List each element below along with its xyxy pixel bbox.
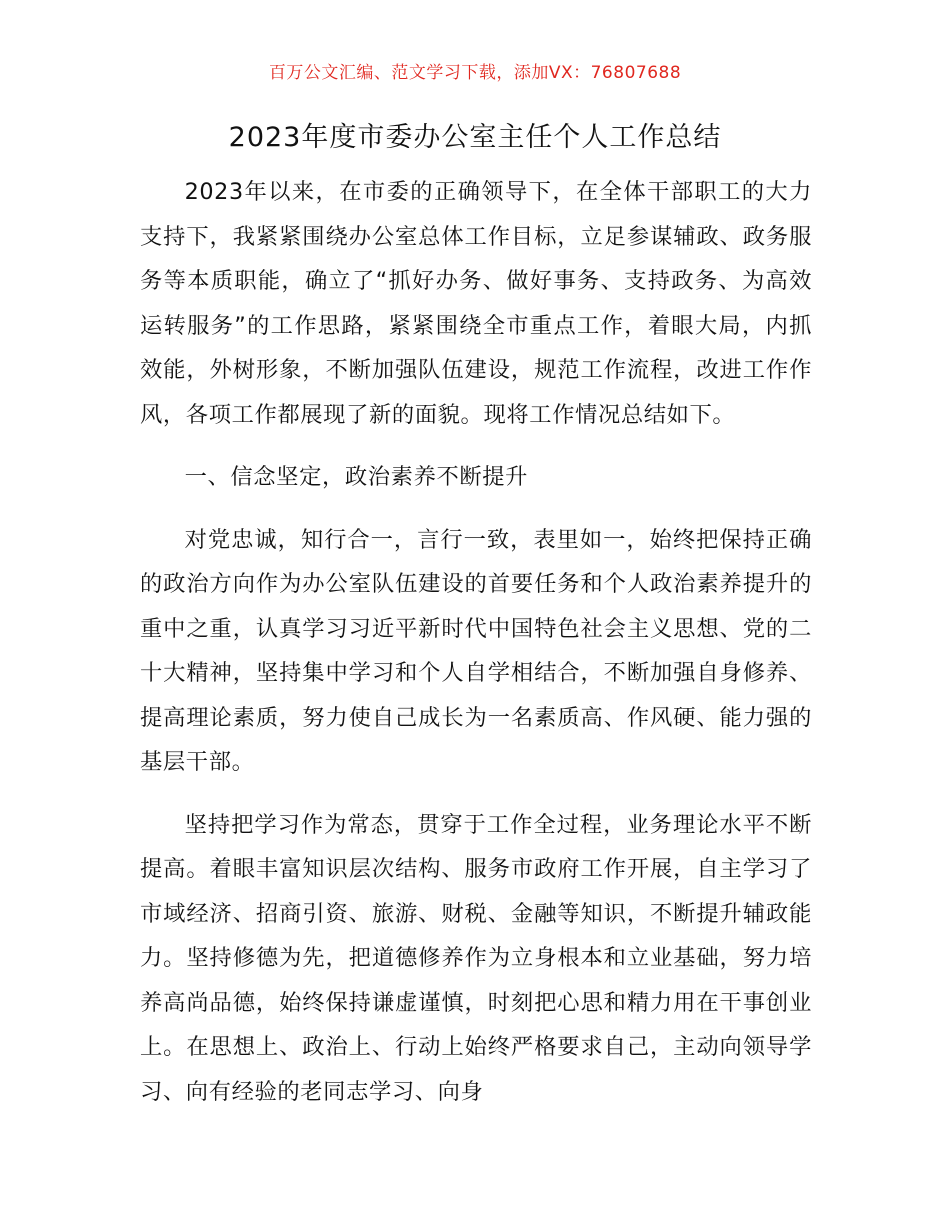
section-heading-1: 一、信念坚定，政治素养不断提升 <box>184 464 529 490</box>
intro-paragraph: 2023年以来，在市委的正确领导下，在全体干部职工的大力支持下，我紧紧围绕办公室总体工作目标，立足参谋辅政、政务服务等本质职能，确立了“抓好办务、做好事务、支持政务、为高效运转服务”的工作思路，紧紧围绕全市重点工作，着眼大局，内抓效能，外树形象，不断加强队伍建设，规范工作流程，改进工作作风，各项工作都展现了新的面貌。现将工作情况总结如下。 <box>140 179 812 428</box>
document-body <box>140 170 812 1132</box>
body-paragraph-1: 对党忠诚，知行合一，言行一致，表里如一，始终把保持正确的政治方向作为办公室队伍建设的首要任务和个人政治素养提升的重中之重，认真学习习近平新时代中国特色社会主义思想、党的二十大精神，坚持集中学习和个人自学相结合，不断加强自身修养、提高理论素质，努力使自己成长为一名素质高、作风硬、能力强的基层干部。 <box>140 526 812 775</box>
body-paragraph-2: 坚持把学习作为常态，贯穿于工作全过程，业务理论水平不断提高。着眼丰富知识层次结构、服务市政府工作开展，自主学习了市域经济、招商引资、旅游、财税、金融等知识，不断提升辅政能力。坚持修德为先，把道德修养作为立身根本和立业基础，努力培养高尚品德，始终保持谦虚谨慎，时刻把心思和精力用在干事创业上。在思想上、政治上、行动上始终严格要求自己，主动向领导学习、向有经验的老同志学习、向身 <box>140 811 812 1105</box>
header-watermark-note: 百万公文汇编、范文学习下载，添加VX：76807688 <box>268 63 682 83</box>
document-title: 2023年度市委办公室主任个人工作总结 <box>228 122 722 153</box>
